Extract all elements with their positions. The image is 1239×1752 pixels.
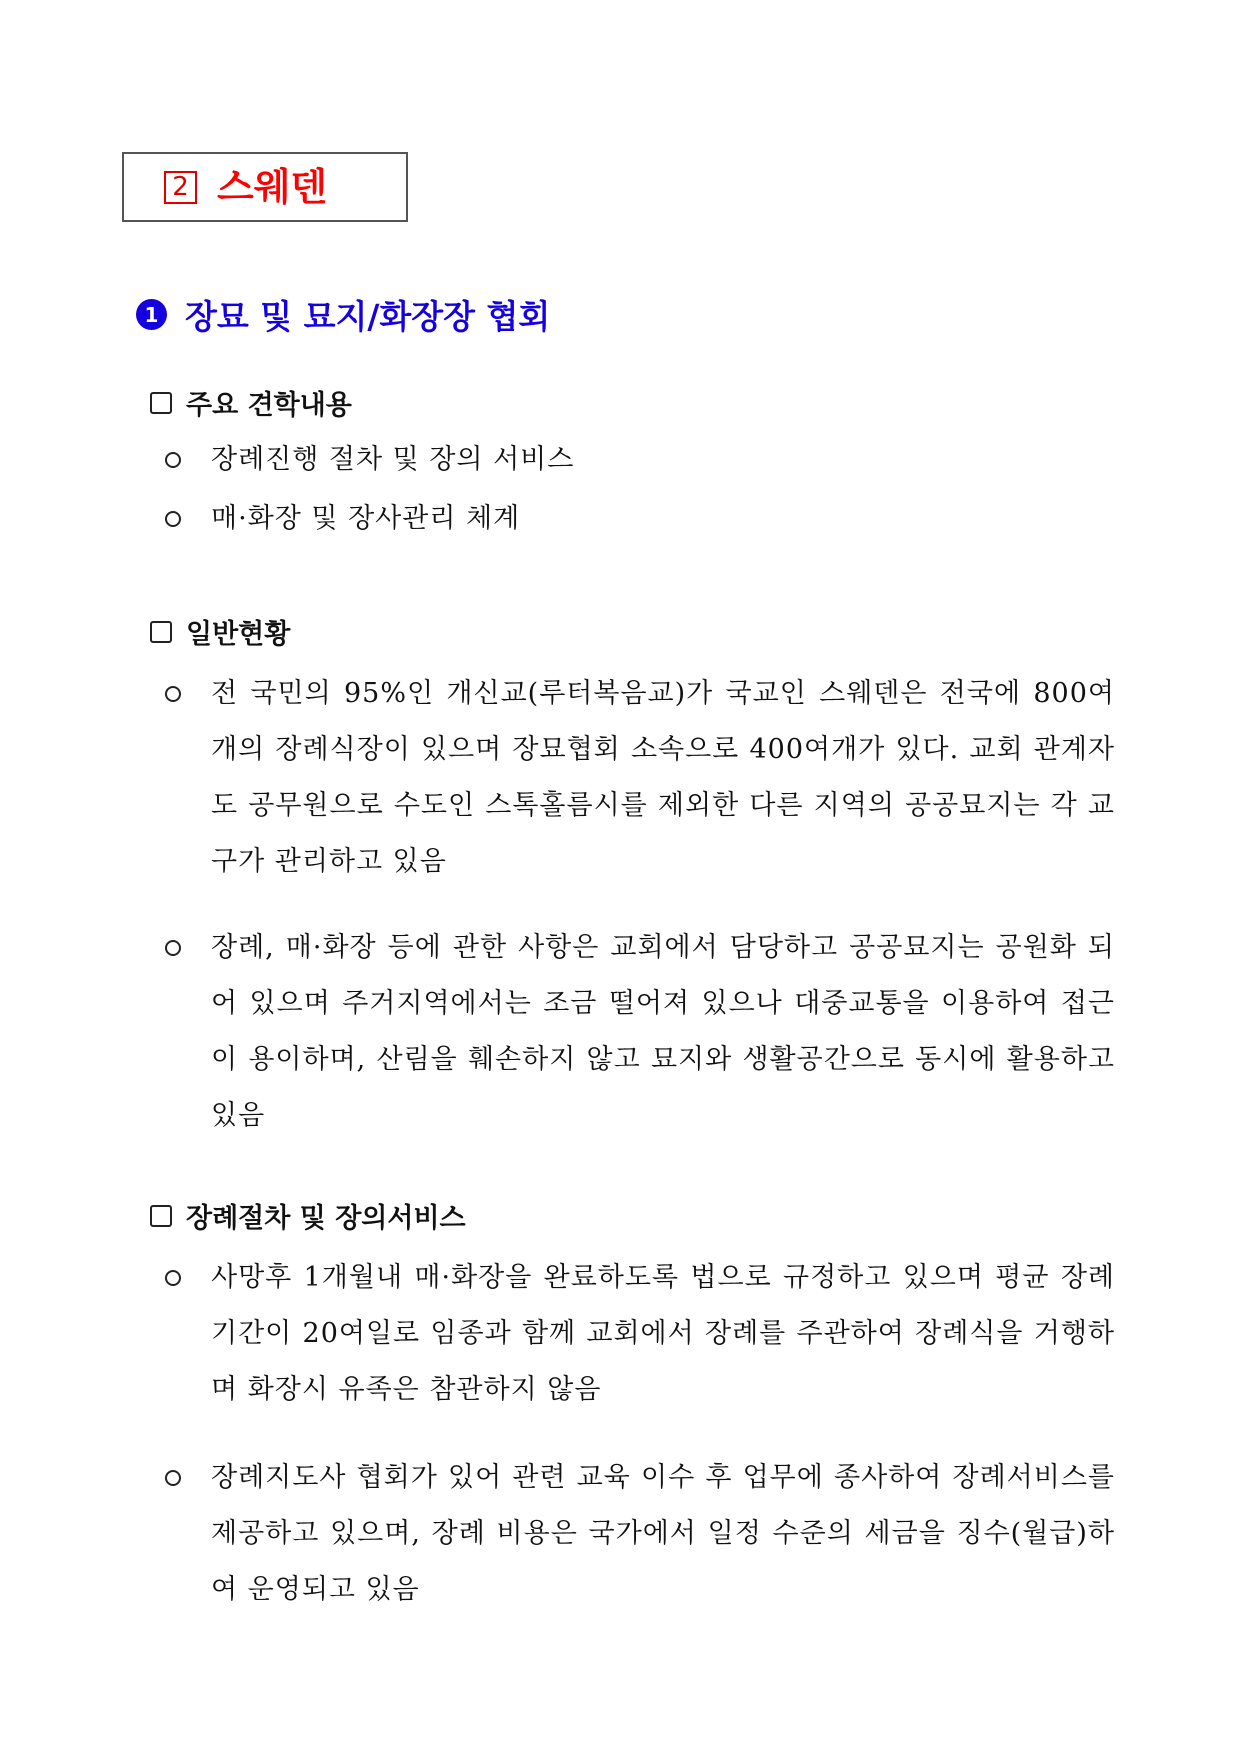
list-item-text: 사망후 1개월내 매·화장을 완료하도록 법으로 규정하고 있으며 평균 장례기간이 20여일로 임종과 함께 교회에서 장례를 주관하여 장례식을 거행하며 화장시 유족은 참관하지 않음 (211, 1262, 1115, 1405)
list-item-text: 매·화장 및 장사관리 체계 (211, 503, 521, 534)
circle-bullet-icon (165, 940, 181, 956)
heading-text: 장례절차 및 장의서비스 (186, 1203, 466, 1234)
section-title (136, 291, 550, 338)
chapter-number: 2 (164, 171, 197, 204)
circle-bullet-icon (165, 1270, 181, 1286)
list-item (165, 491, 1115, 547)
list-item (165, 432, 1115, 488)
list-item (165, 1450, 1115, 1618)
list-item (165, 666, 1115, 890)
circle-bullet-icon (165, 511, 181, 527)
list-item-text: 장례, 매·화장 등에 관한 사항은 교회에서 담당하고 공공묘지는 공원화 되어 있으며 주거지역에서는 조금 떨어져 있으나 대중교통을 이용하여 접근이 용이하며, 산림을 훼손하지 않고 묘지와 생활공간으로 동시에 활용하고 있음 (211, 932, 1115, 1131)
list-item (165, 1250, 1115, 1418)
chapter-title-box (122, 152, 408, 222)
heading-visit-contents (150, 383, 352, 422)
circle-bullet-icon (165, 452, 181, 468)
heading-funeral-procedure (150, 1196, 466, 1235)
chapter-title: 스웨덴 (217, 165, 328, 209)
checkbox-icon (150, 1205, 172, 1227)
circle-bullet-icon (165, 686, 181, 702)
section-number: 1 (136, 299, 167, 330)
list-item (165, 920, 1115, 1144)
circle-bullet-icon (165, 1470, 181, 1486)
heading-text: 주요 견학내용 (186, 390, 352, 421)
checkbox-icon (150, 621, 172, 643)
heading-text: 일반현황 (186, 619, 291, 650)
section-title-text: 장묘 및 묘지/화장장 협회 (185, 297, 551, 336)
list-item-text: 전 국민의 95%인 개신교(루터복음교)가 국교인 스웨덴은 전국에 800여개의 장례식장이 있으며 장묘협회 소속으로 400여개가 있다. 교회 관계자도 공무원으로 수도인 스톡홀름시를 제외한 다른 지역의 공공묘지는 각 교구가 관리하고 있음 (211, 678, 1115, 877)
list-item-text: 장례진행 절차 및 장의 서비스 (211, 444, 575, 475)
list-item-text: 장례지도사 협회가 있어 관련 교육 이수 후 업무에 종사하여 장례서비스를 제공하고 있으며, 장례 비용은 국가에서 일정 수준의 세금을 징수(월급)하여 운영되고 있음 (211, 1462, 1115, 1605)
heading-general-status (150, 612, 290, 651)
checkbox-icon (150, 392, 172, 414)
